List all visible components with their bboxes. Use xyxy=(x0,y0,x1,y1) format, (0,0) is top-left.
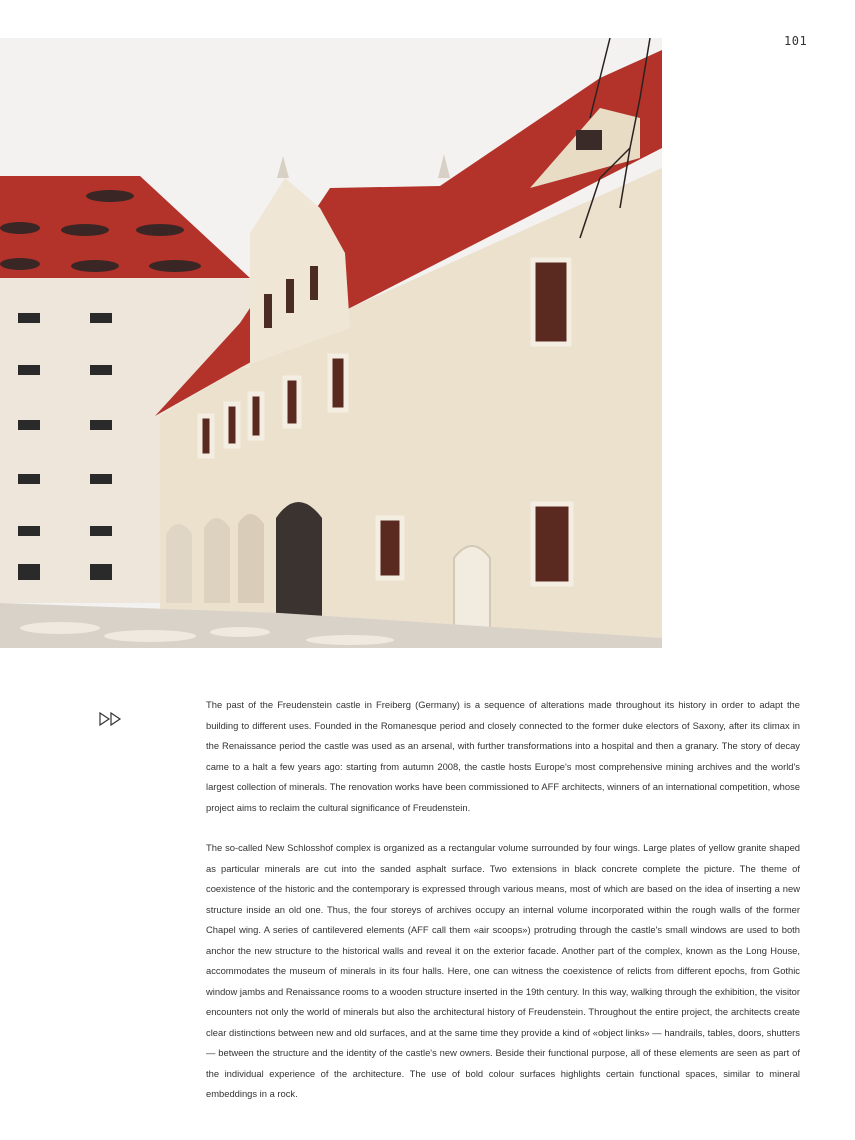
article-paragraph: The so-called New Schlosshof complex is organized as a rectangular volume surrounded by four wings. Large plates of yellow granite shaped as particular minerals are cut into the sanded asphalt surface. Two extensions in black concrete complete the picture. The theme of coexistence of the historic and the contemporary is expressed through various means, most of which are based on the idea of inserting a new structure inside an old one. Thus, the four storeys of archives occupy an internal volume incorporated within the rough walls of the former Chapel wing. A series of cantilevered elements (AFF call them «air scoops») protruding through the castle's small windows are used to both anchor the new structure to the historical walls and reveal it on the exterior facade. Another part of the complex, known as the Long House, accommodates the museum of minerals in its four halls. Here, one can witness the coexistence of relicts from different epochs, from Gothic window jambs and Renaissance rooms to a wooden structure inserted in the 19th century. In this way, walking through the exhibition, the visitor encounters not only the world of minerals but also the architectural history of Freudenstein. Throughout the entire project, the architects create clear distinctions between new and old surfaces, and at the same time they provide a kind of «object links» — handrails, tables, doors, shutters — between the structure and the identity of the castle's new owners. Beside their functional purpose, all of these elements are seen as part of the individual experience of the architecture. The use of bold colour surfaces highlights certain functional spaces, similar to mineral embeddings in a rock. xyxy=(206,842,800,1099)
double-forward-arrow-icon xyxy=(99,712,123,726)
castle-courtyard-photo xyxy=(0,38,662,648)
article-body xyxy=(206,695,800,1125)
page-number: 101 xyxy=(784,34,808,48)
article-paragraph: The past of the Freudenstein castle in Freiberg (Germany) is a sequence of alterations made throughout its history in order to adapt the building to different uses. Founded in the Romanesque period and closely connected to the former duke electors of Saxony, after its climax in the Renaissance period the castle was used as an arsenal, with further transformations into a hospital and then a granary. The story of decay came to a halt a few years ago: starting from autumn 2008, the castle hosts Europe's most comprehensive mining archives and the world's largest collection of minerals. The renovation works have been commissioned to AFF architects, winners of an international competition, whose project aims to reclaim the cultural significance of Freudenstein. xyxy=(206,699,800,813)
